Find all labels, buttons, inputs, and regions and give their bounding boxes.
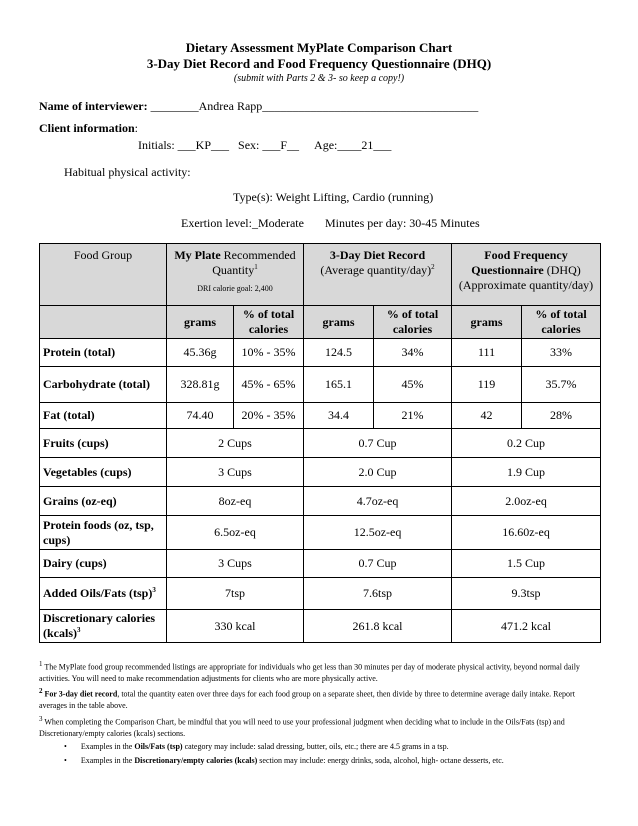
cell-dr: 2.0 Cup [304,458,452,487]
row-label-sup: 3 [77,626,81,634]
row-label-text: Discretionary calories (kcals) [43,611,156,640]
interviewer-blank-after: ____________________________________ [262,99,479,113]
cell-dr: 7.6tsp [304,578,452,610]
table-row [40,429,601,458]
footnote-2-text: , total the quantity eaten over three days for each food group on a separate sheet, then divide by three to determine average daily intake. Report averages in the table above. [39,689,575,710]
title-line-1: Dietary Assessment MyPlate Comparison Chart [185,40,453,55]
initials-value: KP [195,138,212,152]
title-note: (submit with Parts 2 & 3- so keep a copy!) [233,73,405,84]
interviewer-line [39,99,478,114]
subheader-mp-grams: grams [167,306,234,339]
cell-ffq-g: 42 [452,403,522,429]
cell-ffq: 16.60z-eq [452,516,601,550]
cell-ffq: 471.2 kcal [452,610,601,643]
cell-mp: 7tsp [167,578,304,610]
bullet-discretionary-post: section may include: energy drinks, soda, alcohol, high- octane desserts, etc. [257,756,504,765]
footnote-2-num: 2 [39,687,43,695]
macro-rows [40,339,601,429]
row-label [40,458,167,487]
row-label-text: Added Oils/Fats (tsp) [43,586,153,600]
table-row [40,367,601,403]
cell-dr-pct: 21% [374,403,452,429]
header-diet-rest: (Average quantity/day) [320,263,432,277]
subheader-ffq-pct: % of total calories [522,306,601,339]
cell-mp: 3 Cups [167,550,304,578]
header-diet-sup: 2 [431,263,435,271]
cell-dr-pct: 45% [374,367,452,403]
row-label: Carbohydrate (total) [40,367,167,403]
exertion-label: Exertion level:_ [181,216,258,230]
age-label: Age:____ [314,138,362,152]
cell-dr: 0.7 Cup [304,550,452,578]
client-info-heading: Client information: [39,121,139,135]
row-label [40,578,167,610]
row-label [40,429,167,458]
bullet-discretionary [64,756,504,765]
age-value: 21 [361,138,374,152]
cell-dr-g: 165.1 [304,367,374,403]
table-row [40,516,601,550]
row-label-text: Dairy (cups) [43,556,107,570]
footnote-1-text: The MyPlate food group recommended listings are appropriate for individuals who get less than 30 minutes per day of moderate physical activity, beyond normal daily activities. You will need to make recommendation adjustments for clients who are more physically active. [39,662,580,683]
interviewer-label: Name of interviewer: [39,99,148,113]
subheader-dr-pct: % of total calories [374,306,452,339]
row-label: Fat (total) [40,403,167,429]
cell-ffq-g: 119 [452,367,522,403]
header-food-group: Food Group [40,244,167,306]
cell-ffq: 2.0oz-eq [452,487,601,516]
header-myplate-bold: My Plate [174,248,221,262]
cell-ffq-pct: 28% [522,403,601,429]
client-info-values [138,138,391,153]
cell-dr: 0.7 Cup [304,429,452,458]
cell-mp-g: 45.36g [167,339,234,367]
sex-after: __ [287,138,300,152]
interviewer-blank-before: ________ [150,99,199,113]
cell-ffq: 0.2 Cup [452,429,601,458]
row-label-text: Protein foods (oz, tsp, cups) [43,517,154,547]
age-after: ___ [373,138,392,152]
interviewer-name: Andrea Rapp [198,99,263,113]
footnote-1-num: 1 [39,660,43,668]
footnote-3-num: 3 [39,715,43,723]
subheader-ffq-grams: grams [452,306,522,339]
cell-ffq-pct: 35.7% [522,367,601,403]
activity-label: Habitual physical activity: [64,165,191,179]
cell-ffq-g: 111 [452,339,522,367]
types-value: Weight Lifting, Cardio (running) [275,190,434,204]
activity-exertion [181,216,480,231]
bullet-oils-bold: Oils/Fats (tsp) [134,742,183,751]
title-line-2: 3-Day Diet Record and Food Frequency Questionnaire (DHQ) [146,56,492,71]
cell-ffq: 9.3tsp [452,578,601,610]
client-info-label: Client information [39,121,135,135]
sex-value: F [280,138,288,152]
row-label [40,550,167,578]
dri-note: DRI calorie goal: 2,400 [197,284,273,293]
row-label [40,487,167,516]
cell-dr: 4.7oz-eq [304,487,452,516]
table-row [40,458,601,487]
row-label [40,516,167,550]
footnote-3-text: When completing the Comparison Chart, be mindful that you will need to use your professional judgment when deciding what to include in the Oils/Fats (tsp) and Discretionary/empty calories (kcals) sections. [39,717,565,738]
cell-dr-pct: 34% [374,339,452,367]
cell-mp-pct: 10% - 35% [234,339,304,367]
activity-types [233,190,433,205]
cell-dr: 12.5oz-eq [304,516,452,550]
table-subheader-row [40,306,601,339]
header-diet-bold: 3-Day Diet Record [329,248,426,262]
minutes-label: Minutes per day: [324,216,407,230]
table-row [40,487,601,516]
footnote-2-bold: For 3-day diet record [44,689,118,699]
table-row [40,403,601,429]
table-header-row [40,244,601,306]
cell-ffq: 1.5 Cup [452,550,601,578]
cell-mp: 2 Cups [167,429,304,458]
header-ffq-abbr: (DHQ) [546,263,581,277]
cell-mp: 330 kcal [167,610,304,643]
cell-mp-g: 74.40 [167,403,234,429]
bullet-oils-post: category may include: salad dressing, butter, oils, etc.; there are 4.5 grams in a tsp. [182,742,449,751]
cell-ffq: 1.9 Cup [452,458,601,487]
types-label: Type(s): [233,190,273,204]
comparison-table [39,243,601,643]
minutes-value: 30-45 Minutes [409,216,480,230]
cell-dr-g: 124.5 [304,339,374,367]
footnote-2 [39,686,604,711]
header-ffq-rest: (Approximate quantity/day) [458,278,594,292]
cell-dr-g: 34.4 [304,403,374,429]
initials-after: ___ [211,138,230,152]
row-label [40,610,167,643]
table-row [40,610,601,643]
cell-mp: 8oz-eq [167,487,304,516]
row-label-text: Grains (oz-eq) [43,493,117,508]
cell-mp-pct: 20% - 35% [234,403,304,429]
sex-label: Sex: ___ [238,138,281,152]
bullet-discretionary-bold: Discretionary/empty calories (kcals) [134,756,258,765]
table-row [40,339,601,367]
cell-mp: 3 Cups [167,458,304,487]
cell-mp-g: 328.81g [167,367,234,403]
subheader-empty [40,306,167,339]
row-label-text: Vegetables (cups) [43,464,132,479]
header-ffq-bold: Food Frequency Questionnaire [471,248,568,277]
header-ffq [452,244,601,306]
row-label-text: Fruits (cups) [43,435,109,450]
bullet-oils-pre: Examples in the [80,742,135,751]
bullet-oils [64,742,449,751]
header-myplate-sup: 1 [254,263,258,271]
food-group-rows [40,429,601,643]
row-label-sup: 3 [152,586,156,594]
cell-mp: 6.5oz-eq [167,516,304,550]
exertion-value: Moderate [257,216,304,230]
cell-ffq-pct: 33% [522,339,601,367]
footnote-3 [39,714,604,739]
table-row [40,550,601,578]
header-myplate [167,244,304,306]
bullet-icon: • [64,756,67,765]
header-diet-record [304,244,452,306]
subheader-mp-pct: % of total calories [234,306,304,339]
bullet-icon: • [64,742,67,751]
header-myplate-rest: Recommended Quantity [212,248,296,277]
row-label: Protein (total) [40,339,167,367]
cell-mp-pct: 45% - 65% [234,367,304,403]
cell-dr: 261.8 kcal [304,610,452,643]
initials-label: Initials: ___ [138,138,196,152]
subheader-dr-grams: grams [304,306,374,339]
footnote-1 [39,659,604,684]
bullet-discretionary-pre: Examples in the [80,756,135,765]
table-row [40,578,601,610]
